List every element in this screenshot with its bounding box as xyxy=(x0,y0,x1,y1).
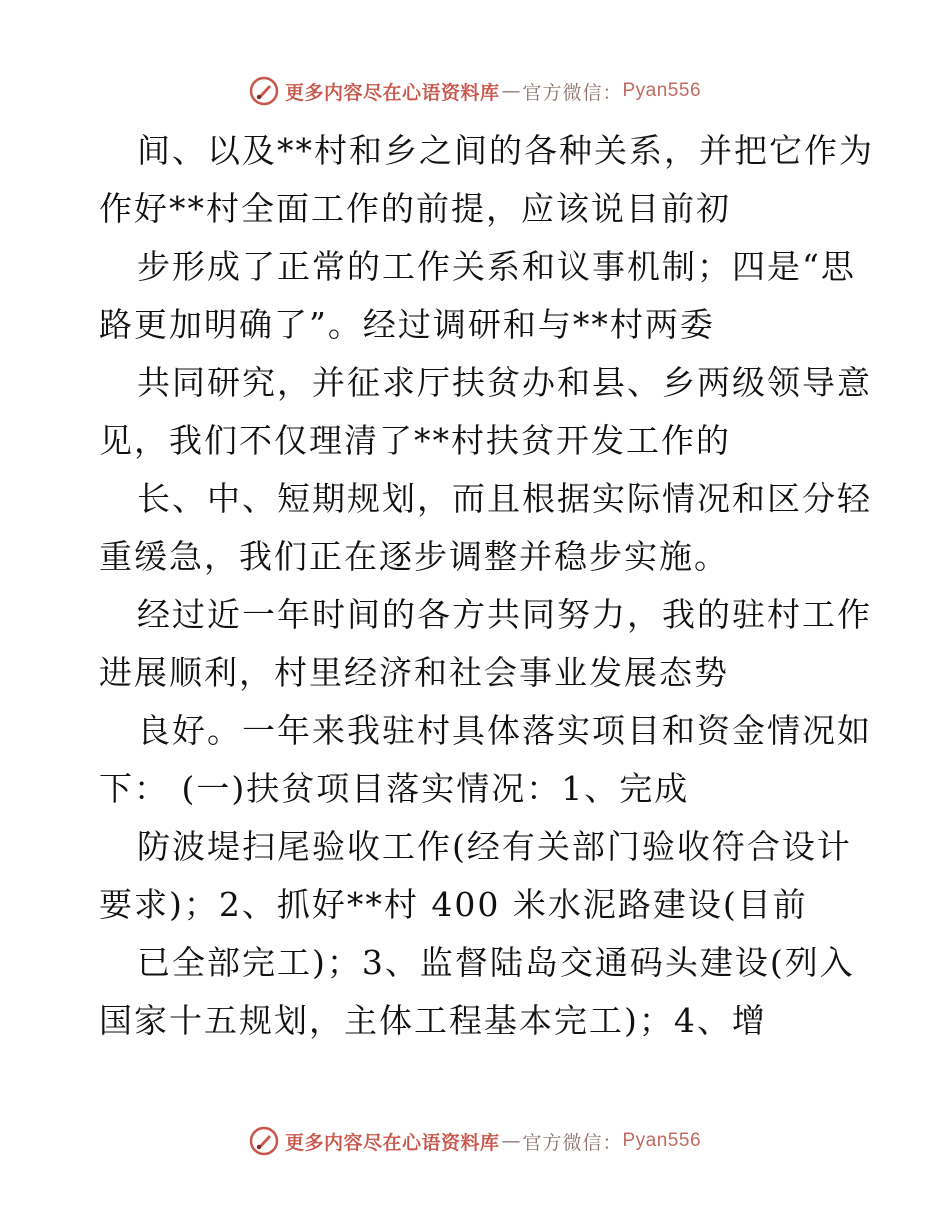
text-line: 路更加明确了”。经过调研和与**村两委 xyxy=(99,305,715,344)
text-line: 下： (一)扶贫项目落实情况：1、完成 xyxy=(99,769,690,808)
watermark-subtitle: 官方微信： xyxy=(522,1131,623,1154)
text-line: 已全部完工)；3、监督陆岛交通码头建设(列入 xyxy=(137,943,855,982)
header-watermark xyxy=(0,71,950,111)
watermark-dash: — xyxy=(501,1130,521,1152)
watermark-dash: — xyxy=(501,80,521,102)
watermark-id: Pyan556 xyxy=(622,80,702,101)
text-line: 进展顺利，村里经济和社会事业发展态势 xyxy=(99,653,729,692)
footer-watermark xyxy=(0,1121,950,1161)
text-line: 重缓急，我们正在逐步调整并稳步实施。 xyxy=(99,537,729,576)
text-line: 步形成了正常的工作关系和议事机制；四是“思 xyxy=(137,247,856,286)
watermark-title: 更多内容尽在心语资料库 xyxy=(284,81,500,104)
text-line: 防波堤扫尾验收工作(经有关部门验收符合设计 xyxy=(137,827,852,866)
watermark-title: 更多内容尽在心语资料库 xyxy=(284,1131,500,1154)
text-line: 见，我们不仅理清了**村扶贫开发工作的 xyxy=(99,421,731,460)
document-body xyxy=(99,122,874,1050)
text-line: 间、以及**村和乡之间的各种关系，并把它作为 xyxy=(137,131,874,170)
watermark-subtitle: 官方微信： xyxy=(522,81,623,104)
watermark-id: Pyan556 xyxy=(622,1130,702,1151)
text-line: 国家十五规划，主体工程基本完工)；4、增 xyxy=(99,1001,767,1040)
text-line: 作好**村全面工作的前提，应该说目前初 xyxy=(99,189,731,228)
text-line: 良好。一年来我驻村具体落实项目和资金情况如 xyxy=(137,711,872,750)
logo-icon xyxy=(249,1126,279,1156)
text-line: 经过近一年时间的各方共同努力，我的驻村工作 xyxy=(137,595,872,634)
text-line: 长、中、短期规划，而且根据实际情况和区分轻 xyxy=(137,479,872,518)
logo-icon xyxy=(249,76,279,106)
text-line: 共同研究，并征求厅扶贫办和县、乡两级领导意 xyxy=(137,363,872,402)
text-line: 要求)；2、抓好**村 400 米水泥路建设(目前 xyxy=(99,885,808,924)
